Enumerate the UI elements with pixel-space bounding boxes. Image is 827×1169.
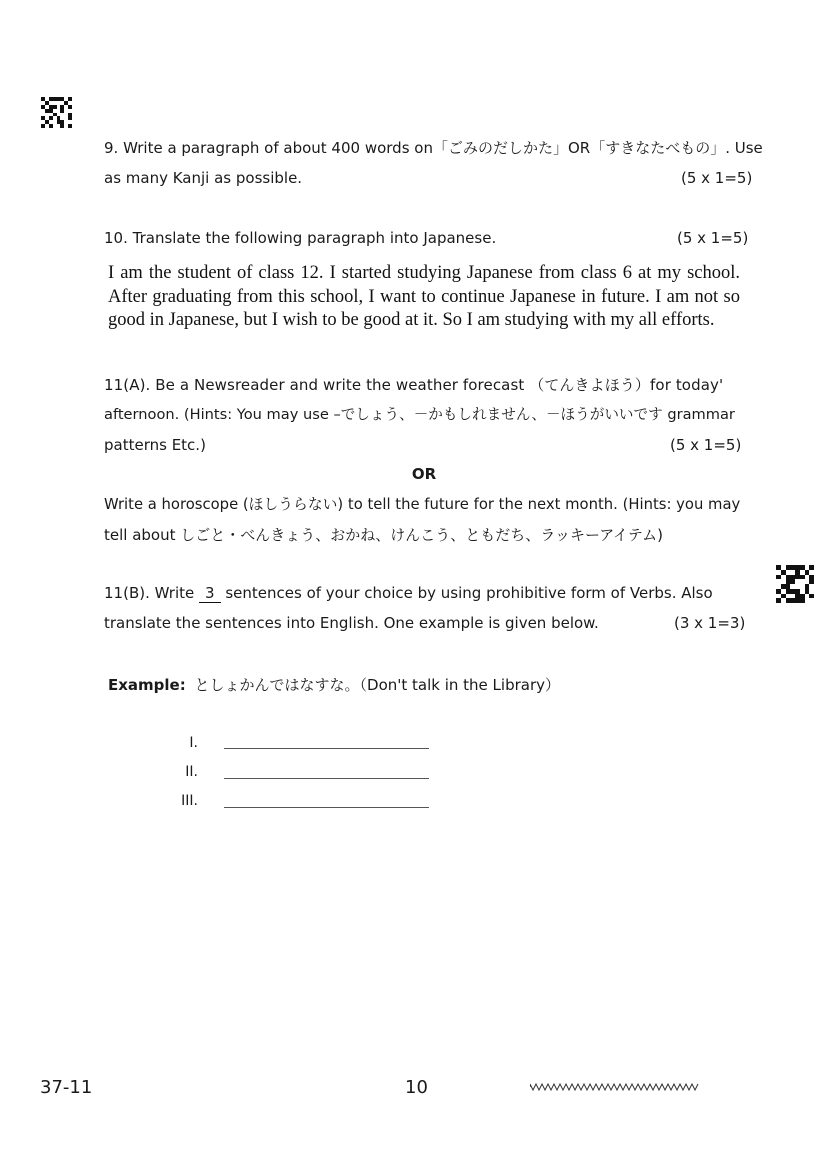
answer-label-2: II. xyxy=(185,764,198,780)
question-11b-prefix: 11(B). Write xyxy=(104,584,195,602)
example-label: Example: xyxy=(108,676,186,694)
question-11a-alt-line-2: tell about しごと・べんきょう、おかね、けんこう、ともだち、ラッキーアイテム) xyxy=(104,526,663,544)
question-11b-marks: (3 x 1=3) xyxy=(674,614,746,632)
decorative-wave-line xyxy=(530,1081,700,1093)
answer-label-1: I. xyxy=(189,735,198,751)
question-11a xyxy=(104,370,752,460)
question-9-marks: (5 x 1=5) xyxy=(681,169,753,187)
question-10-title: 10. Translate the following paragraph into Japanese. xyxy=(104,229,497,247)
example-line xyxy=(108,674,560,695)
question-11a-alt-line-1: Write a horoscope (ほしうらない) to tell the future for the next month. (Hints: you may xyxy=(104,496,741,513)
question-11b xyxy=(104,578,752,638)
question-11a-marks: (5 x 1=5) xyxy=(670,436,742,454)
answer-line-1[interactable] xyxy=(224,748,429,749)
answer-line-3[interactable] xyxy=(224,807,429,808)
question-10-marks: (5 x 1=5) xyxy=(677,229,749,247)
question-11b-suffix: sentences of your choice by using prohibitive form of Verbs. Also xyxy=(225,584,713,602)
question-11a-alternative xyxy=(104,490,752,550)
question-11a-line-1: 11(A). Be a Newsreader and write the weather forecast （てんきよほう）for today' xyxy=(104,376,724,394)
qr-code-icon xyxy=(776,565,814,603)
or-separator: OR xyxy=(411,465,437,483)
answer-line-2[interactable] xyxy=(224,778,429,779)
question-9-line-2: as many Kanji as possible. xyxy=(104,169,303,187)
question-11a-line-2: afternoon. (Hints: You may use –でしょう、－かもしれません、－ほうがいいです grammar xyxy=(104,406,735,423)
question-9 xyxy=(104,133,763,193)
question-9-line-1: 9. Write a paragraph of about 400 words on「ごみのだしかた」OR「すきなたべもの」. Use xyxy=(104,139,763,157)
question-11a-line-3: patterns Etc.) xyxy=(104,436,206,454)
question-10-paragraph: I am the student of class 12. I started studying Japanese from class 6 at my school. After graduating from this school, I want to continue Japanese in future. I am not so good in Japanese, but I wish to be good at it. So I am studying with my all efforts. xyxy=(108,263,740,330)
qr-code-icon xyxy=(41,97,72,128)
question-11b-line-2: translate the sentences into English. One example is given below. xyxy=(104,614,599,632)
paper-code: 37-11 xyxy=(40,1077,93,1098)
sentence-count: 3 xyxy=(199,584,221,603)
answer-label-3: III. xyxy=(181,793,198,809)
example-text: としょかんではなすな。（Don't talk in the Library） xyxy=(194,676,560,694)
page-number: 10 xyxy=(405,1077,428,1098)
question-11b-line-1 xyxy=(104,578,752,608)
